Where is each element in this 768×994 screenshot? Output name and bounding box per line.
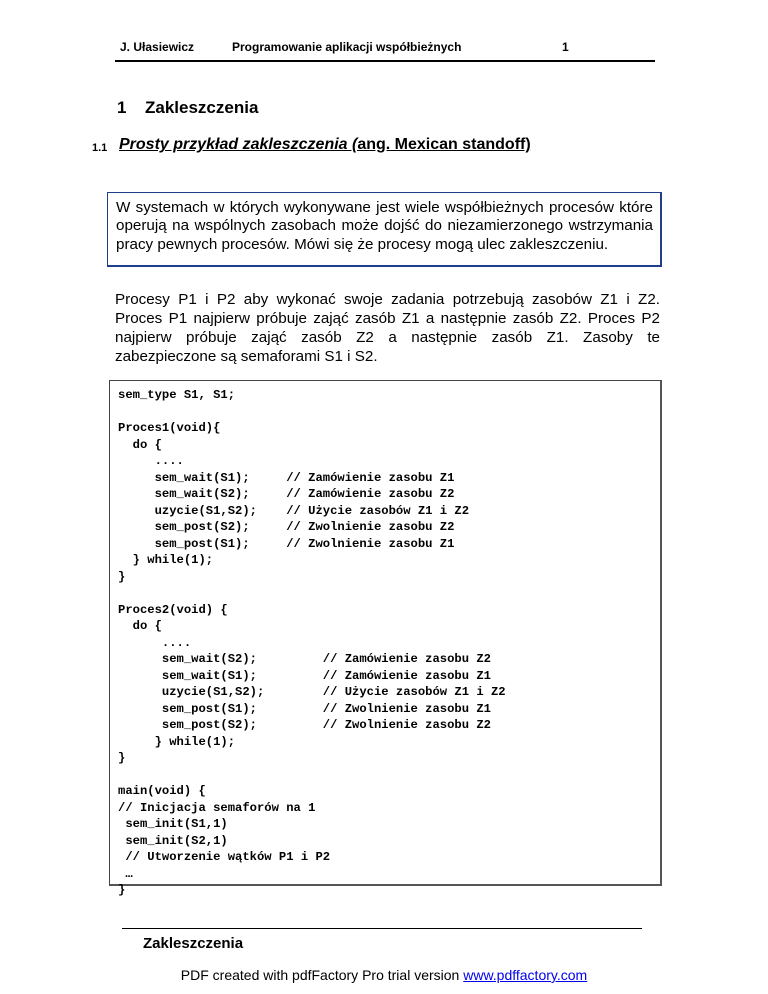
- code-line: …: [118, 866, 133, 881]
- footer-title: Zakleszczenia: [143, 935, 244, 952]
- code-line: sem_init(S1,1): [118, 817, 228, 831]
- intro-text: W systemach w których wykonywane jest wiele współbieżnych procesów które operują na wspólnych zasobach może dojść do niezamierzonego wstrzymania pracy pewnych procesów. Mówi się że procesy mogą ulec zakleszczeniu.: [116, 199, 653, 253]
- header-page-number: 1: [562, 40, 569, 54]
- code-line: }: [118, 569, 126, 584]
- subsection-title-rest: ang. Mexican standoff): [357, 136, 531, 153]
- code-line: } while(1);: [118, 553, 214, 567]
- code-line: sem_wait(S2); // Zamówienie zasobu Z2: [118, 487, 455, 501]
- section-title: Zakleszczenia: [145, 98, 259, 117]
- code-line: sem_post(S2); // Zwolnienie zasobu Z2: [118, 520, 455, 534]
- pdf-creator-note: [0, 967, 768, 983]
- code-line: sem_wait(S1); // Zamówienie zasobu Z1: [118, 668, 491, 683]
- code-line: sem_type S1, S1;: [118, 388, 236, 402]
- pdf-creator-text: PDF created with pdfFactory Pro trial version: [180, 967, 464, 983]
- intro-box: [107, 192, 662, 267]
- description-paragraph: Procesy P1 i P2 aby wykonać swoje zadania potrzebują zasobów Z1 i Z2. Proces P1 najpierw próbuje zająć zasób Z1 a następnie zasób Z2. Proces P2 najpierw próbuje zająć zasób Z2 a następnie zasób Z1. Zasoby te zabezpieczone są semaforami S1 i S2.: [115, 291, 660, 365]
- code-line: do {: [118, 619, 162, 633]
- subsection-title-italic: Prosty przykład zakleszczenia (: [119, 136, 358, 153]
- code-line: Proces2(void) {: [118, 602, 228, 617]
- code-line: } while(1);: [118, 734, 236, 749]
- code-line: }: [118, 751, 126, 765]
- code-line: sem_wait(S2); // Zamówienie zasobu Z2: [118, 652, 491, 666]
- code-listing-box: [109, 380, 662, 897]
- code-line: Proces1(void){: [118, 421, 221, 435]
- code-line: sem_post(S1); // Zwolnienie zasobu Z1: [118, 701, 491, 716]
- code-line: }: [118, 883, 126, 897]
- code-line: do {: [118, 437, 162, 452]
- code-line: sem_post(S2); // Zwolnienie zasobu Z2: [118, 718, 491, 732]
- code-line: uzycie(S1,S2); // Użycie zasobów Z1 i Z2: [118, 503, 470, 518]
- subsection-number: 1.1: [92, 142, 108, 154]
- header-course-title: Programowanie aplikacji współbieżnych: [232, 40, 462, 54]
- code-line: sem_wait(S1); // Zamówienie zasobu Z1: [118, 470, 455, 485]
- code-line: ....: [118, 635, 192, 650]
- code-line: main(void) {: [118, 784, 206, 798]
- code-line: // Utworzenie wątków P1 i P2: [118, 850, 331, 864]
- section-heading: [117, 98, 258, 118]
- footer-divider: [122, 928, 642, 929]
- subsection-heading: [119, 136, 531, 154]
- pdffactory-link[interactable]: www.pdffactory.com: [463, 967, 588, 983]
- code-line: ....: [118, 454, 184, 468]
- code-line: sem_post(S1); // Zwolnienie zasobu Z1: [118, 536, 455, 551]
- code-line: // Inicjacja semaforów na 1: [118, 800, 316, 815]
- code-line: sem_init(S2,1): [118, 833, 228, 848]
- code-listing: [118, 387, 506, 899]
- code-line: uzycie(S1,S2); // Użycie zasobów Z1 i Z2: [118, 685, 506, 699]
- page-header: [115, 30, 655, 62]
- header-author: J. Ułasiewicz: [120, 40, 195, 54]
- section-number: 1: [117, 98, 127, 117]
